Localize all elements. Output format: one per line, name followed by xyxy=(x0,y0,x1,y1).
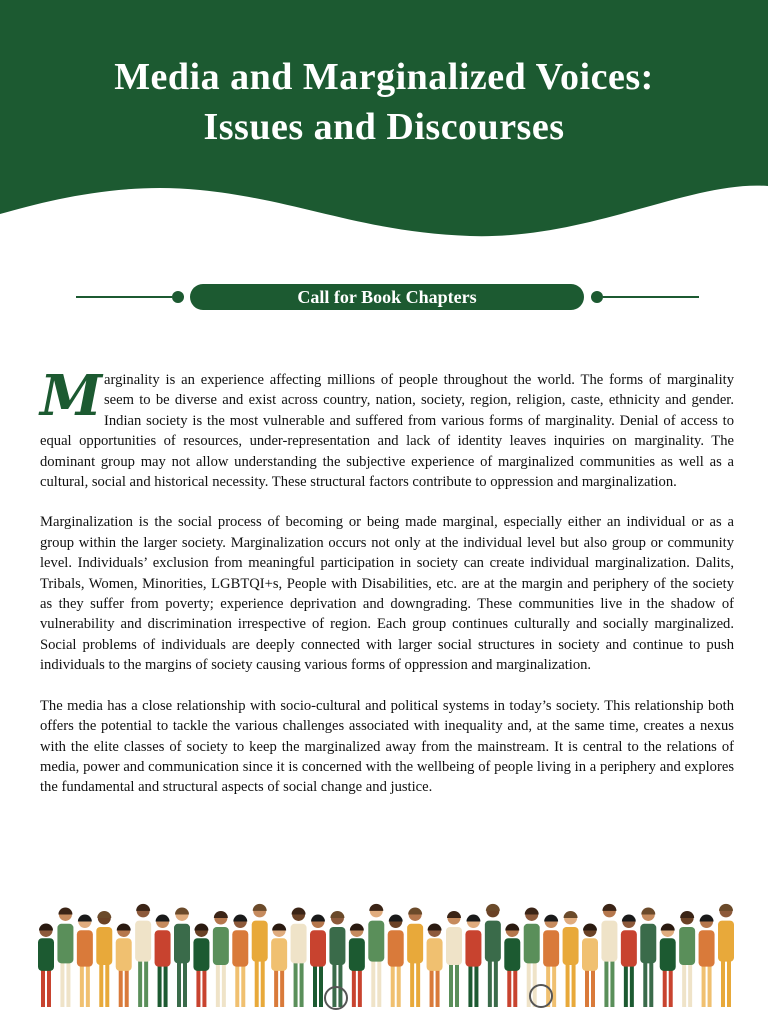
person-figure xyxy=(621,915,637,1007)
person-figure xyxy=(582,923,598,1007)
person-figure xyxy=(640,907,656,1007)
person-figure xyxy=(446,911,462,1007)
person-figure xyxy=(116,923,132,1007)
person-figure xyxy=(504,923,520,1007)
left-divider-line xyxy=(76,296,172,298)
paragraph-2: Marginalization is the social process of becoming or being made marginal, especially either an individual or as a group within the larger society. Marginalization occurs not only at the individual level but also group or community level. Individuals’ exclusion from meaningful participation in society can create individual marginalization. Dalits, Tribals, Women, Minorities, LGBTQI+s, People with Disabilities, etc. are at the margin and periphery of the society as they suffer from poverty; experience deprivation and downgrading. These communities live in the shadow of vulnerability and discrimination irrespective of region. Each group continues culturally and socially marginalized. Social problems of individuals are deeply connected with larger social structures in society and continue to push individuals to the margins of society causing various forms of oppression and marginalization. xyxy=(40,514,734,674)
call-for-chapters-banner xyxy=(0,284,768,310)
person-figure xyxy=(252,904,268,1007)
person-figure xyxy=(213,911,229,1007)
person-figure xyxy=(193,923,209,1007)
person-figure xyxy=(57,907,73,1007)
person-figure xyxy=(271,923,287,1007)
person-figure xyxy=(232,915,248,1007)
left-divider-dot xyxy=(172,291,184,303)
person-figure xyxy=(601,904,617,1007)
header-banner xyxy=(0,0,768,240)
right-divider-dot xyxy=(591,291,603,303)
page-title xyxy=(0,52,768,152)
paragraph-3: The media has a close relationship with socio-cultural and political systems in today’s society. This relationship both offers the potential to tackle the various challenges associated with inequality and, at the same time, creates a nexus with the elite classes of society to keep the marginalized away from the mainstream. It is central to the relations of media, power and communication since it is concerned with the wellbeing of people living in a periphery and explores the fundamental and structural aspects of social change and justice. xyxy=(40,697,734,796)
person-figure xyxy=(485,904,501,1007)
person-figure xyxy=(699,915,715,1007)
person-figure xyxy=(388,915,404,1007)
person-figure xyxy=(38,923,54,1007)
person-figure xyxy=(77,915,93,1007)
person-figure xyxy=(679,911,695,1007)
person-figure xyxy=(718,904,734,1007)
person-figure xyxy=(407,907,423,1007)
person-figure xyxy=(291,907,307,1007)
title-line-1: Media and Marginalized Voices: xyxy=(114,56,654,98)
person-figure xyxy=(155,915,171,1007)
person-figure xyxy=(563,911,579,1007)
person-figure xyxy=(135,904,151,1007)
drop-cap: M xyxy=(40,363,102,429)
paragraph-1-text: arginality is an experience affecting millions of people throughout the world. The forms of marginality seem to be diverse and exist across country, nation, society, region, religion, caste, ethnicity and gender. Indian society is the most vulnerable and suffered from various forms of marginality. Denial of access to equal opportunities of resources, under-representation and lack of identity leaves inquiries on marginality. The dominant group may not allow understanding the subjective experience of marginalized communities as well as a cultural, social and historical necessity. These structural factors contribute to oppression and marginalization. xyxy=(40,372,734,491)
title-line-2: Issues and Discourses xyxy=(203,106,565,148)
call-for-chapters-label: Call for Book Chapters xyxy=(190,284,584,310)
body-text xyxy=(40,340,734,818)
person-figure xyxy=(368,904,384,1007)
right-divider-line xyxy=(603,296,699,298)
person-figure xyxy=(349,923,365,1007)
person-figure xyxy=(660,923,676,1007)
diverse-people-illustration xyxy=(36,892,736,1012)
person-figure xyxy=(465,915,481,1007)
person-figure xyxy=(96,911,112,1007)
person-figure xyxy=(329,911,345,1007)
person-figure xyxy=(427,923,443,1007)
person-figure xyxy=(310,915,326,1007)
person-figure xyxy=(174,907,190,1007)
paragraph-1 xyxy=(40,340,734,492)
